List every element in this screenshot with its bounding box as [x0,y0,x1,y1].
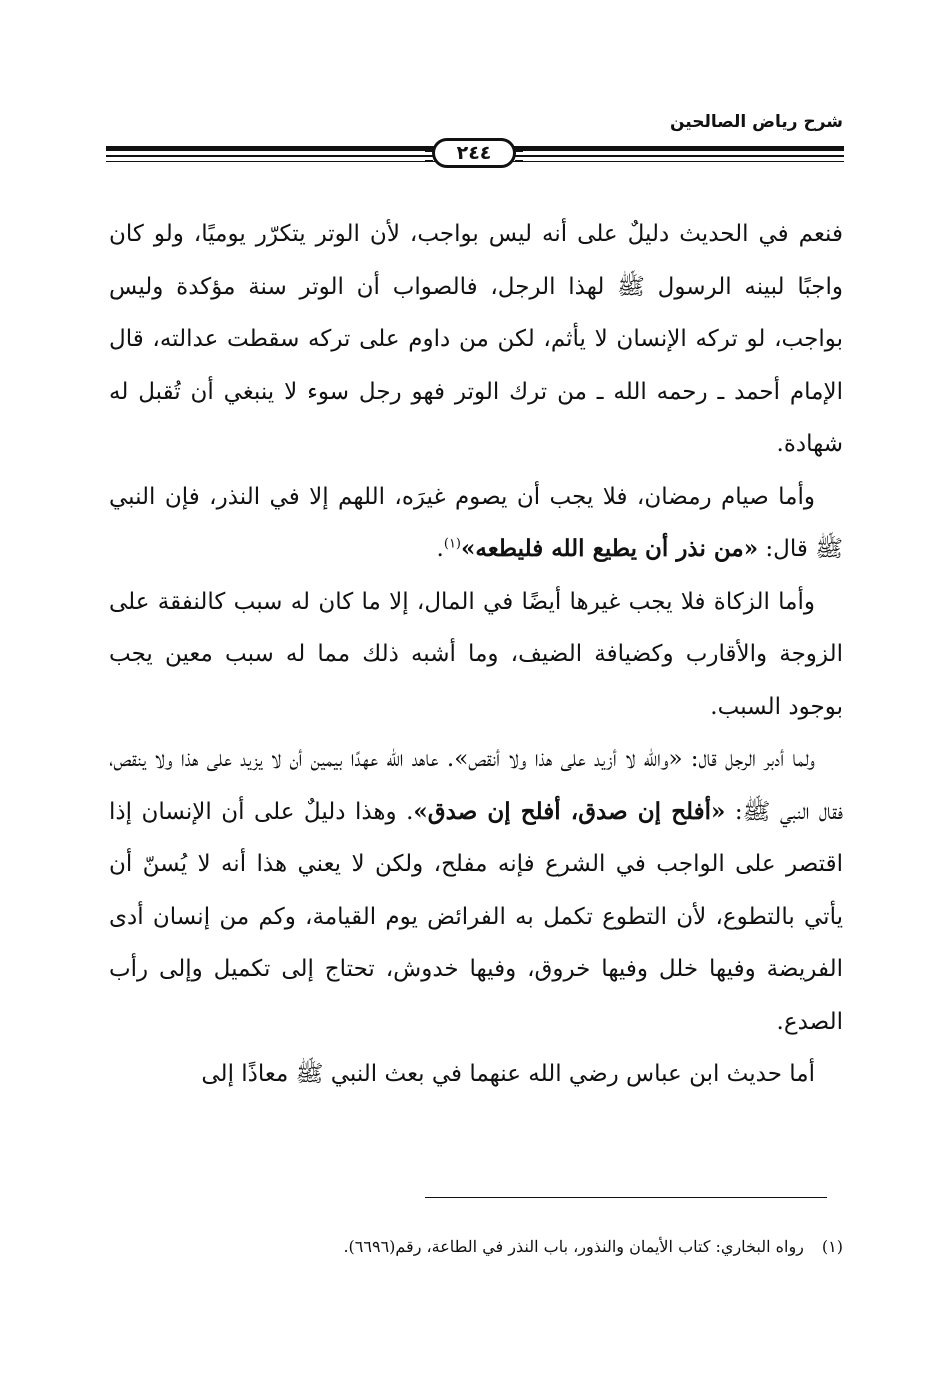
footnote-number: (١) [821,1237,843,1256]
paragraph-2-text: وأما صيام رمضان، فلا يجب أن يصوم غيرَه، اللهم إلا في النذر، فإن النبي ﷺ قال: [109,483,843,562]
running-title: شرح رياض الصالحين [669,112,843,132]
paragraph-3-text: وأما الزكاة فلا يجب غيرها أيضًا في المال، إلا ما كان له سبب كالنفقة على الزوجة والأقارب وكضيافة الضيف، وما أشبه ذلك مما له سبب معين يجب بوجود السبب. [109,588,843,720]
footnote-text: رواه البخاري: كتاب الأيمان والنذور، باب النذر في الطاعة، رقم(٦٦٩٦). [343,1237,804,1256]
page-number: ٢٤٤ [456,141,492,164]
paragraph-5 [109,1048,843,1101]
footnote-ref: (١) [443,536,461,552]
paragraph-2-end: . [436,536,444,562]
main-text [109,208,843,1101]
paragraph-5-text: أما حديث ابن عباس رضي الله عنهما في بعث النبي ﷺ معاذًا إلى [201,1061,815,1087]
paragraph-2 [109,471,843,576]
page-number-badge [432,138,516,168]
footnote [109,1234,843,1260]
hadith-quote-1: «من نذر أن يطيع الله فليطعه» [461,535,759,562]
paragraph-4-text-b: . وهذا دليلٌ على أن الإنسان إذا اقتصر على الواجب في الشرع فإنه مفلح، ولكن لا يعني هذا أنه لا يُسنّ أن يأتي بالتطوع، لأن التطوع تكمل به الفرائض يوم القيامة، وكم من إنسان أدى الفريضة وفيها خلل وفيها خروق، وفيها خدوش، تحتاج إلى تكميل وإلى رأب الصدع. [109,798,843,1035]
paragraph-4 [109,733,843,1048]
footnote-separator [425,1197,827,1198]
hadith-quote-2: «أفلح إن صدق، أفلح إن صدق» [413,797,726,825]
paragraph-4-text-a: ولما أدبر الرجل قال: «والله لا أزيد على هذا ولا أنقص». عاهد الله عهدًا بيمين أن لا يزيد على هذا ولا ينقص، فقال النبي ﷺ: [109,746,844,825]
paragraph-1-text: فنعم في الحديث دليلٌ على أنه ليس بواجب، لأن الوتر يتكرّر يوميًا، ولو كان واجبًا لبينه الرسول ﷺ لهذا الرجل، فالصواب أن الوتر سنة مؤكدة وليس بواجب، لو تركه الإنسان لا يأثم، لكن من داوم على تركه سقطت عدالته، قال الإمام أحمد ـ رحمه الله ـ من ترك الوتر فهو رجل سوء لا ينبغي أن تُقبل له شهادة. [109,221,843,457]
paragraph-3 [109,576,843,734]
paragraph-1 [109,208,843,471]
